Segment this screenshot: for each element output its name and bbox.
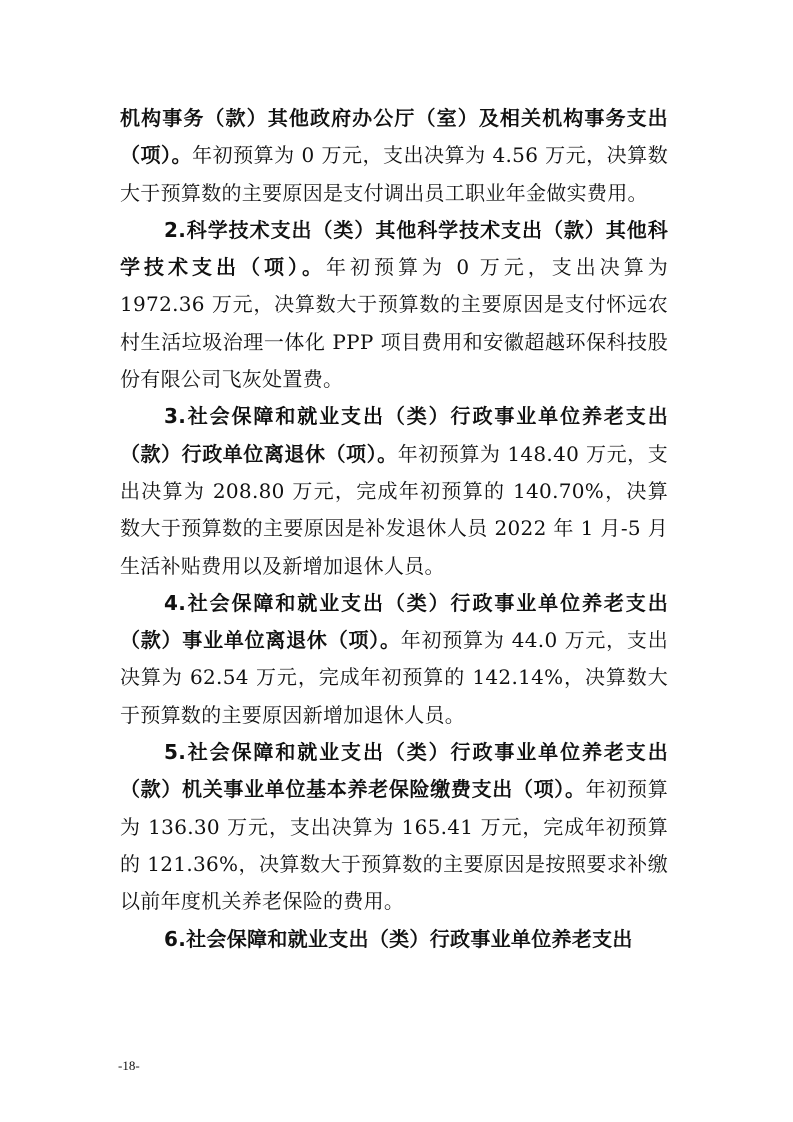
paragraph-heading: 5.社会保障和就业支出（类）行政事业单位养老支出（款）机关事业单位基本养老保险缴费支出（项）。 [120,740,668,802]
paragraph-5 [120,734,668,920]
paragraph-3 [120,398,668,584]
paragraph-2 [120,212,668,398]
paragraph-4 [120,585,668,734]
paragraph-heading: 机构事务（款）其他政府办公厅（室）及相关机构事务支出（项）。 [120,106,668,168]
paragraph-text: 年初预算为 148.40 万元，支出决算为 208.80 万元，完成年初预算的 140.70%，决算数大于预算数的主要原因是补发退休人员 2022 年 1 月-5 月生活补贴费用以及新增加退休人员。 [120,441,668,578]
paragraph-continued [120,100,668,212]
paragraph-text: 年初预算为 0 万元，支出决算为 1972.36 万元，决算数大于预算数的主要原因是支付怀远农村生活垃圾治理一体化 PPP 项目费用和安徽超越环保科技股份有限公司飞灰处置费。 [120,255,668,392]
page-number: -18- [118,1058,140,1073]
paragraph-heading: 4.社会保障和就业支出（类）行政事业单位养老支出（款）事业单位离退休（项）。 [120,590,668,653]
paragraph-text: 年初预算为 44.0 万元，支出决算为 62.54 万元，完成年初预算的 142.14%，决算数大于预算数的主要原因新增加退休人员。 [120,628,668,727]
paragraph-heading: 2.科学技术支出（类）其他科学技术支出（款）其他科学技术支出（项）。 [120,217,668,280]
paragraph-6 [120,921,668,958]
document-body [120,100,668,958]
paragraph-heading: 6.社会保障和就业支出（类）行政事业单位养老支出 [164,926,633,951]
paragraph-text: 年初预算为 0 万元，支出决算为 4.56 万元，决算数大于预算数的主要原因是支付调出员工职业年金做实费用。 [120,143,668,205]
paragraph-heading: 3.社会保障和就业支出（类）行政事业单位养老支出（款）行政单位离退休（项）。 [120,404,668,466]
paragraph-text: 年初预算为 136.30 万元，支出决算为 165.41 万元，完成年初预算的 121.36%，决算数大于预算数的主要原因是按照要求补缴以前年度机关养老保险的费用。 [120,777,668,914]
